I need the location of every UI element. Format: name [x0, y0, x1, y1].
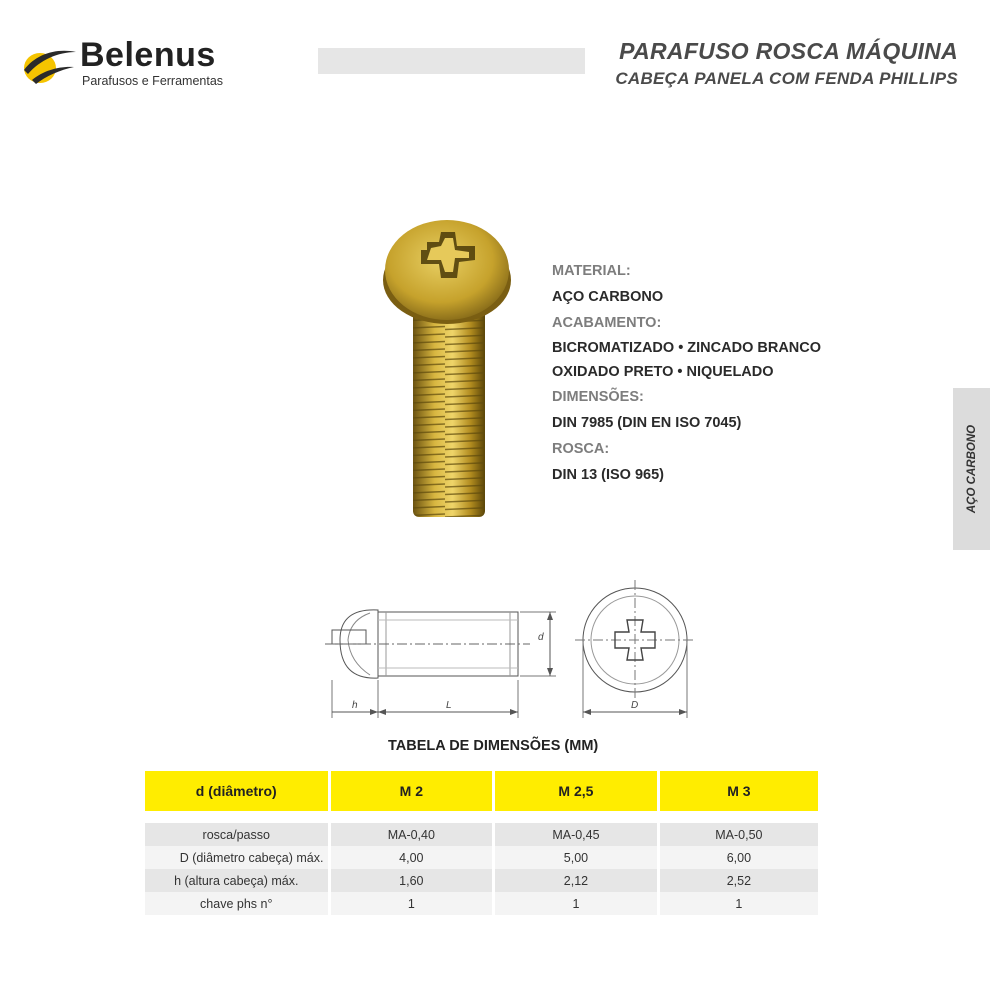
table-title: TABELA DE DIMENSÕES (MM): [388, 738, 599, 754]
spec-thread-heading: ROSCA:: [552, 441, 610, 457]
table-row: [145, 823, 818, 846]
spec-thread-value: DIN 13 (ISO 965): [552, 467, 665, 483]
table-header-row: [145, 771, 818, 811]
table-cell: rosca/passo: [145, 823, 329, 846]
table-cell: 4,00: [329, 846, 494, 869]
spec-material-heading: MATERIAL:: [552, 263, 631, 279]
table-header-cell: M 3: [658, 771, 818, 811]
spec-dimensions-value: DIN 7985 (DIN EN ISO 7045): [552, 415, 742, 431]
table-row: [145, 869, 818, 892]
table-row: [145, 892, 818, 915]
table-cell: 1,60: [329, 869, 494, 892]
brand-logo: [22, 36, 242, 96]
spec-material-value: AÇO CARBONO: [552, 289, 664, 305]
technical-drawing: [320, 580, 700, 730]
header-divider-bar: [318, 48, 585, 74]
table-cell: 1: [494, 892, 659, 915]
table-header-cell: d (diâmetro): [145, 771, 329, 811]
screw-image: [375, 212, 515, 527]
product-title-line2: CABEÇA PANELA COM FENDA PHILLIPS: [615, 69, 958, 88]
product-title-line1: PARAFUSO ROSCA MÁQUINA: [619, 38, 958, 64]
dimension-d-label: d: [538, 632, 544, 643]
category-side-tab-label: AÇO CARBONO: [965, 424, 978, 514]
product-title: [615, 36, 958, 92]
belenus-logo-icon: [22, 40, 78, 88]
table-cell: MA-0,50: [658, 823, 818, 846]
table-cell: 2,52: [658, 869, 818, 892]
table-cell: 1: [658, 892, 818, 915]
table-header-cell: M 2: [329, 771, 494, 811]
product-specs: [552, 258, 882, 488]
table-cell: MA-0,40: [329, 823, 494, 846]
table-cell: h (altura cabeça) máx.: [145, 869, 329, 892]
dimension-h-label: h: [352, 700, 358, 711]
table-cell: 2,12: [494, 869, 659, 892]
dimension-D-label: D: [631, 700, 639, 711]
table-cell: D (diâmetro cabeça) máx.: [145, 846, 329, 869]
table-cell: chave phs n°: [145, 892, 329, 915]
dimensions-table: [145, 771, 818, 915]
table-row: [145, 846, 818, 869]
spec-finish-value-1: BICROMATIZADO • ZINCADO BRANCO: [552, 340, 822, 356]
category-side-tab: [953, 388, 990, 550]
spec-finish-heading: ACABAMENTO:: [552, 315, 662, 331]
table-cell: 6,00: [658, 846, 818, 869]
table-cell: 1: [329, 892, 494, 915]
spec-finish-value-2: OXIDADO PRETO • NIQUELADO: [552, 364, 774, 380]
brand-name: Belenus: [80, 36, 216, 74]
spec-dimensions-heading: DIMENSÕES:: [552, 389, 644, 405]
brand-tagline: Parafusos e Ferramentas: [82, 74, 224, 88]
table-cell: MA-0,45: [494, 823, 659, 846]
dimension-L-label: L: [446, 700, 452, 711]
table-cell: 5,00: [494, 846, 659, 869]
table-header-cell: M 2,5: [494, 771, 659, 811]
